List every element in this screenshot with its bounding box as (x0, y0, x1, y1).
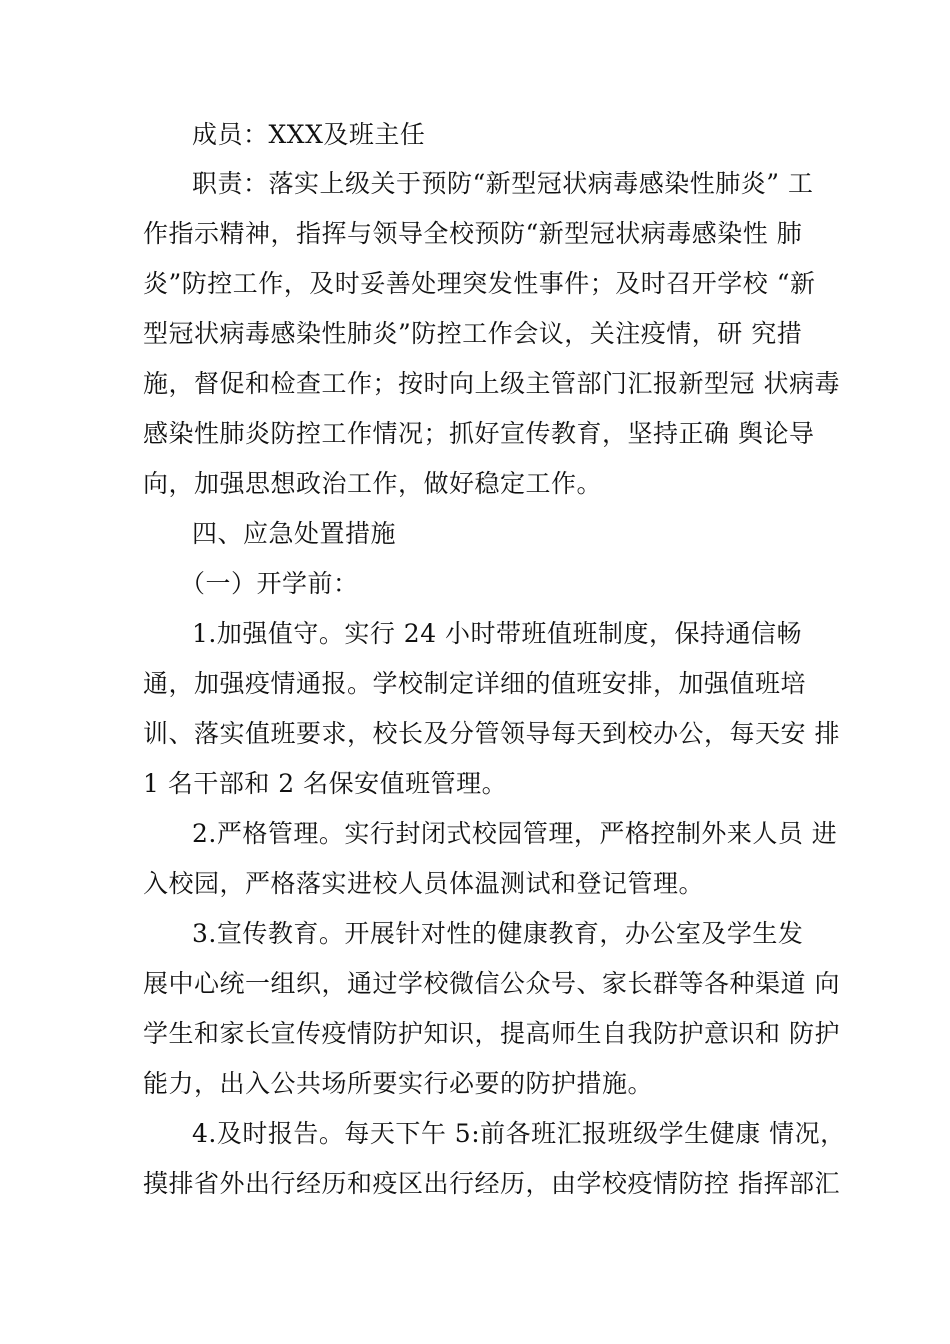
text-line-members: 成员：XXX及班主任 (192, 120, 426, 149)
text-line: 入校园，严格落实进校人员体温测试和登记管理。 (143, 869, 705, 898)
text-line: 感染性肺炎防控工作情况；抓好宣传教育，坚持正确 舆论导 (143, 419, 815, 448)
text-line: 通，加强疫情通报。学校制定详细的值班安排，加强值班培 (143, 669, 807, 698)
text-line-item-2: 2.严格管理。实行封闭式校园管理，严格控制外来人员 进 (192, 819, 838, 848)
text-line-item-1: 1.加强值守。实行 24 小时带班值班制度，保持通信畅 (192, 619, 803, 648)
text-line: 向，加强思想政治工作，做好稳定工作。 (143, 469, 603, 498)
text-line: 型冠状病毒感染性肺炎”防控工作会议，关注疫情，研 究措 (143, 319, 803, 348)
text-line: 炎”防控工作，及时妥善处理突发性事件；及时召开学校 “新 (143, 269, 816, 298)
text-line-duties: 职责：落实上级关于预防“新型冠状病毒感染性肺炎” 工 (192, 169, 814, 198)
text-line: 学生和家长宣传疫情防护知识，提高师生自我防护意识和 防护 (143, 1019, 840, 1048)
text-line-item-3: 3.宣传教育。开展针对性的健康教育，办公室及学生发 (192, 919, 804, 948)
text-line-item-4: 4.及时报告。每天下午 5:前各班汇报班级学生健康 情况， (192, 1119, 846, 1148)
text-line: 作指示精神，指挥与领导全校预防“新型冠状病毒感染性 肺 (143, 219, 803, 248)
text-line: 能力，出入公共场所要实行必要的防护措施。 (143, 1069, 654, 1098)
text-line: 摸排省外出行经历和疫区出行经历，由学校疫情防控 指挥部汇 (143, 1169, 840, 1198)
subsection-heading-before-school: （一）开学前： (180, 569, 359, 598)
text-line: 1 名干部和 2 名保安值班管理。 (143, 769, 508, 798)
text-line: 展中心统一组织，通过学校微信公众号、家长群等各种渠道 向 (143, 969, 840, 998)
section-heading-emergency-measures: 四、应急处置措施 (192, 519, 397, 548)
text-line: 训、落实值班要求，校长及分管领导每天到校办公，每天安 排 (143, 719, 840, 748)
text-line: 施，督促和检查工作；按时向上级主管部门汇报新型冠 状病毒 (143, 369, 840, 398)
